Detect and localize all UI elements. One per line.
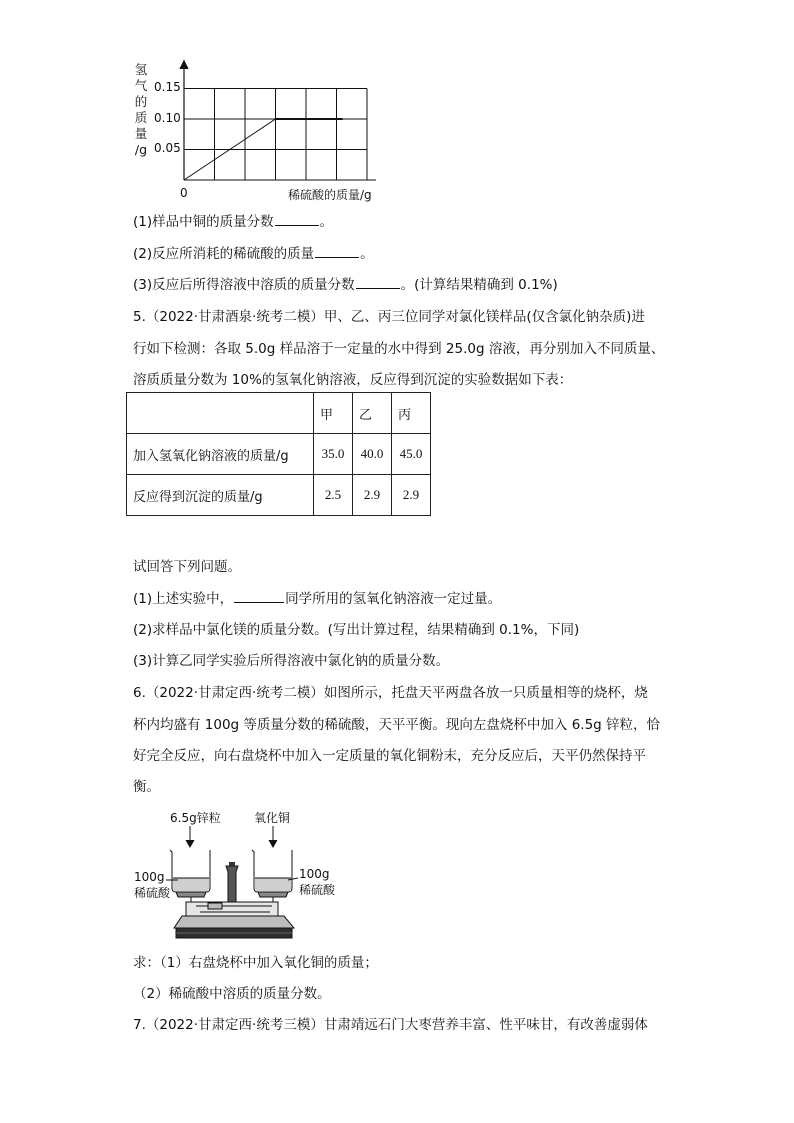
y-tick-label: 0.10 (154, 111, 181, 125)
table-header: 甲 (314, 393, 353, 434)
table-cell: 45.0 (392, 434, 431, 475)
q4-sub2-text: (2)反应所消耗的稀硫酸的质量 (133, 246, 315, 262)
table-cell: 2.9 (353, 475, 392, 516)
q5-prompt: 试回答下列问题。 (133, 559, 241, 575)
table-cell: 加入氢氧化钠溶液的质量/g (127, 434, 314, 475)
origin-label: 0 (180, 186, 188, 200)
y-tick-label: 0.05 (154, 141, 181, 155)
right-acid-label: 稀硫酸 (299, 883, 336, 897)
copper-oxide-label: 氧化铜 (254, 811, 291, 825)
q6-line: 6.（2022·甘肃定西·统考二模）如图所示，托盘天平两盘各放一只质量相等的烧杯，烧 (133, 685, 648, 701)
q4-sub1-text: (1)样品中铜的质量分数 (133, 214, 274, 230)
right-mass-label: 100g (299, 867, 330, 881)
x-axis-label: 稀硫酸的质量/g (288, 188, 372, 202)
ylabel-char: /g (134, 142, 148, 157)
q5-sub1-end: 同学所用的氢氧化钠溶液一定过量。 (285, 591, 502, 607)
q5-line: 5.（2022·甘肃酒泉·统考二模）甲、乙、丙三位同学对氯化镁样品(仅含氯化钠杂质)进 (133, 309, 645, 325)
q4-sub3-text: (3)反应后所得溶液中溶质的质量分数 (133, 277, 355, 293)
ylabel-char: 量 (134, 126, 148, 141)
y-tick-label: 0.15 (154, 80, 181, 94)
ylabel-char: 的 (134, 94, 148, 109)
q5-sub1-text: (1)上述实验中， (133, 591, 234, 607)
left-acid-label: 稀硫酸 (134, 886, 171, 900)
q5-sub2: (2)求样品中氯化镁的质量分数。(写出计算过程，结果精确到 0.1%，下同) (133, 622, 580, 638)
q6-ask2: （2）稀硫酸中溶质的质量分数。 (133, 986, 331, 1002)
ylabel-char: 质 (134, 110, 148, 125)
q6-ask: 求：（1）右盘烧杯中加入氧化铜的质量； (133, 955, 378, 971)
ylabel-char: 气 (134, 78, 148, 93)
q4-sub1-end: 。 (319, 214, 334, 230)
table-cell: 2.9 (392, 475, 431, 516)
table-cell: 40.0 (353, 434, 392, 475)
table-cell: 2.5 (314, 475, 353, 516)
zinc-label: 6.5g锌粒 (170, 811, 221, 825)
table-cell: 35.0 (314, 434, 353, 475)
table-cell: 反应得到沉淀的质量/g (127, 475, 314, 516)
left-mass-label: 100g (134, 870, 165, 884)
q5-line: 溶质质量分数为 10%的氢氧化钠溶液，反应得到沉淀的实验数据如下表： (133, 372, 573, 388)
q4-sub2-end: 。 (360, 246, 374, 262)
table-header: 丙 (392, 393, 431, 434)
q6-line: 好完全反应，向右盘烧杯中加入一定质量的氧化铜粉末，充分反应后，天平仍然保持平 (133, 748, 646, 764)
q5-sub3: (3)计算乙同学实验后所得溶液中氯化钠的质量分数。 (133, 653, 450, 669)
table-header: 乙 (353, 393, 392, 434)
q6-line: 衡。 (133, 779, 160, 795)
ylabel-char: 氢 (134, 62, 148, 77)
q7-line: 7.（2022·甘肃定西·统考三模）甘肃靖远石门大枣营养丰富、性平味甘，有改善虚弱体 (133, 1017, 648, 1033)
q5-line: 行如下检测：各取 5.0g 样品溶于一定量的水中得到 25.0g 溶液，再分别加入不同质量、 (133, 341, 665, 357)
q6-line: 杯内均盛有 100g 等质量分数的稀硫酸，天平平衡。现向左盘烧杯中加入 6.5g 锌粒，恰 (133, 717, 661, 733)
q4-sub3-end: 。(计算结果精确到 0.1%) (400, 277, 558, 293)
